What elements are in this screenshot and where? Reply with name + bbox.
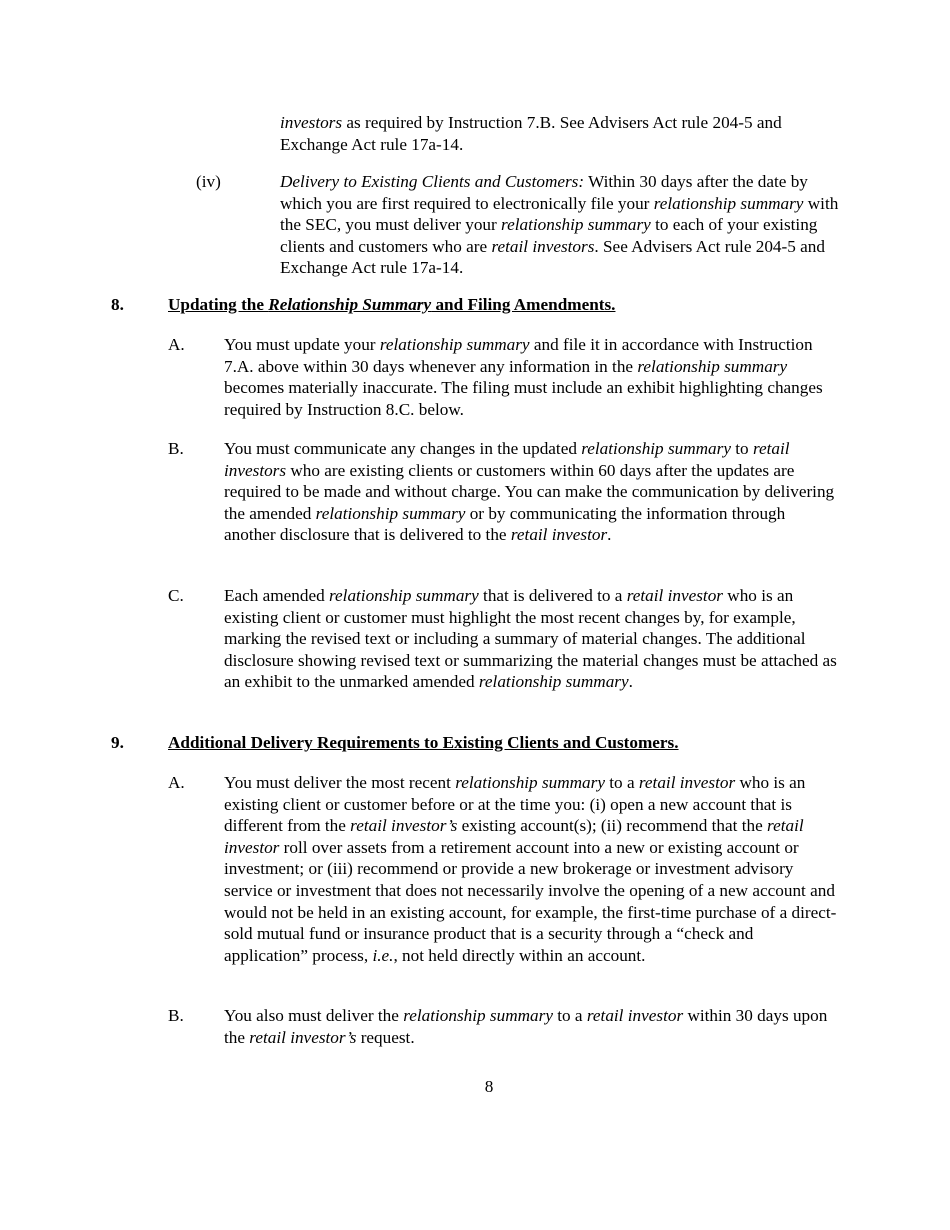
text-run: roll over assets from a retirement account into a new or existing account or investment; or (iii) recommend or provide a new brokerage or investment advisory service or investment that does not necessarily involve the opening of a new account and would not be held in an existing account, for example, the first-time purchase of a direct-sold mutual fund or insurance product that is a security through a “check and application” process, [224, 837, 837, 965]
section-8-item-b-paragraph [224, 438, 840, 546]
text-run: to [730, 439, 753, 458]
text-run: as required by Instruction 7.B. See Advisers Act rule 204-5 and Exchange Act rule 17a-14. [280, 113, 782, 154]
italic-text-run: retail investors [224, 439, 790, 480]
italic-text-run: retail investors [491, 236, 595, 256]
text-run: . [607, 525, 612, 545]
italic-text-run: investors [280, 113, 343, 132]
italic-text-run: retail investor [224, 816, 804, 857]
italic-text-run: retail investor [638, 773, 736, 792]
section-9-item-a-label: A. [168, 773, 185, 792]
italic-text-run: relationship summary [653, 193, 804, 213]
text-run: who is an existing client or customer must highlight the most recent changes by, for example, marking the revised text or including a summary of material changes. The additional disclosure showing revised text or summarizing the material changes must be attached as an exhibit to the unmarked amended [224, 586, 837, 692]
text-run: within 30 days upon the [224, 1006, 828, 1047]
italic-text-run: retail investor’s [249, 1027, 357, 1047]
text-run: Additional Delivery Requirements to Existing Clients and Customers. [168, 733, 679, 752]
italic-text-run: relationship summary [328, 586, 479, 605]
section-9-item-b-label: B. [168, 1006, 184, 1025]
italic-text-run: relationship summary [403, 1006, 553, 1025]
text-run: You must update your [224, 335, 380, 354]
section-9-item-b-paragraph [224, 1005, 840, 1048]
text-run: or by communicating the information through another disclosure that is delivered to the [224, 503, 786, 545]
text-run: . See Advisers Act rule 204-5 and Exchange Act rule 17a-14. [280, 236, 825, 278]
item-iv-label: (iv) [196, 172, 221, 191]
italic-text-run: Relationship Summary [268, 295, 432, 314]
text-run: Within 30 days after the date by which you are first required to electronically file your [280, 172, 808, 213]
italic-text-run: relationship summary [478, 672, 629, 692]
text-run: to a [604, 773, 639, 792]
text-run: and file it in accordance with Instruction 7.A. above within 30 days whenever any information in the [224, 335, 813, 376]
section-9-item-a-paragraph [224, 772, 840, 966]
text-run: Updating the [168, 295, 269, 314]
text-run: with the SEC, you must deliver your [280, 193, 839, 235]
text-run: becomes materially inaccurate. The filing must include an exhibit highlighting changes required by Instruction 8.C. below. [224, 378, 823, 419]
text-run: . [628, 672, 633, 692]
italic-text-run: relationship summary [455, 773, 605, 792]
text-run: You must deliver the most recent [224, 773, 456, 792]
italic-text-run: retail investor [510, 525, 608, 545]
text-run: who are existing clients or customers within 60 days after the updates are required to be made and without charge. You can make the communication by delivering the amended [224, 460, 835, 523]
item-iv-paragraph [280, 171, 850, 279]
text-run: You also must deliver the [224, 1006, 404, 1025]
section-8-number: 8. [111, 295, 124, 314]
text-run: to a [552, 1006, 587, 1025]
italic-text-run: Delivery to Existing Clients and Customers: [280, 172, 585, 191]
text-run: that is delivered to a [478, 586, 627, 605]
section-8-item-a-paragraph [224, 334, 840, 420]
text-run: You must communicate any changes in the updated [224, 439, 582, 458]
italic-text-run: retail investor’s [350, 816, 458, 836]
italic-text-run: retail investor [626, 586, 723, 605]
section-8-item-c-label: C. [168, 586, 184, 605]
italic-text-run: i.e. [372, 945, 394, 965]
italic-text-run: relationship summary [637, 356, 788, 376]
italic-text-run: relationship summary [379, 335, 530, 354]
italic-text-run: relationship summary [315, 503, 466, 523]
text-run: to each of your existing clients and customers who are [280, 215, 818, 256]
continuation-paragraph [280, 112, 850, 155]
page-number: 8 [484, 1077, 494, 1096]
section-8-item-c-paragraph [224, 585, 840, 693]
italic-text-run: relationship summary [581, 439, 731, 458]
section-8-item-a-label: A. [168, 335, 185, 354]
section-8-title [168, 294, 615, 316]
text-run: Each amended [224, 586, 329, 605]
text-run: existing account(s); (ii) recommend that the [457, 816, 768, 836]
section-9-title [168, 732, 679, 754]
section-9-number: 9. [111, 733, 124, 752]
section-8-item-b-label: B. [168, 439, 184, 458]
text-run: request. [356, 1027, 415, 1047]
text-run: , not held directly within an account. [393, 945, 646, 965]
text-run: and Filing Amendments. [431, 295, 616, 314]
italic-text-run: retail investor [586, 1006, 684, 1025]
text-run: who is an existing client or customer before or at the time you: (i) open a new account that is different from the [224, 773, 806, 836]
italic-text-run: relationship summary [501, 215, 651, 235]
